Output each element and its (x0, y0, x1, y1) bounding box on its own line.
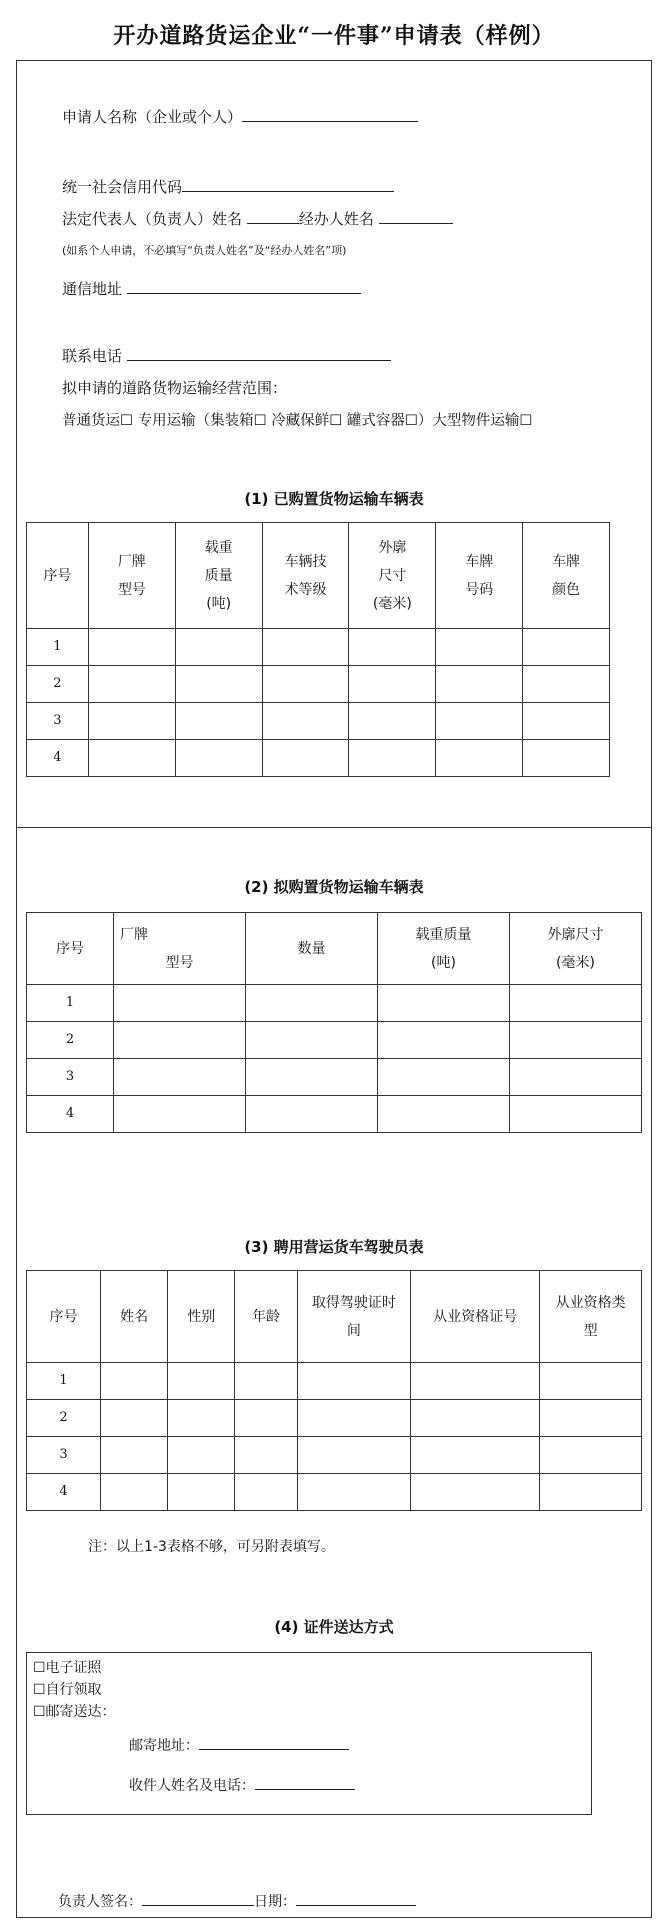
delivery-method-box (26, 1652, 592, 1815)
table-cell[interactable] (436, 629, 523, 666)
table-cell[interactable] (88, 740, 175, 777)
header-name: 姓名 (101, 1271, 168, 1363)
table-cell[interactable] (175, 703, 262, 740)
header-cert-type: 从业资格类 型 (540, 1271, 642, 1363)
table-cell[interactable] (114, 1059, 246, 1096)
header-tech-grade: 车辆技 术等级 (262, 523, 349, 629)
header-model: 厂牌 型号 (88, 523, 175, 629)
row-number: 2 (27, 666, 89, 703)
table-cell[interactable] (235, 1400, 297, 1437)
table-cell[interactable] (235, 1437, 297, 1474)
signature-line[interactable] (142, 1891, 254, 1906)
applicant-name-line[interactable] (242, 107, 418, 122)
section3-title: (3) 聘用营运货车驾驶员表 (244, 1238, 424, 1256)
table-note: 注：以上1-3表格不够，可另附表填写。 (88, 1539, 335, 1555)
table-row (27, 703, 610, 740)
table-row (27, 1474, 642, 1511)
header-dimensions: 外廓尺寸 (毫米) (510, 913, 642, 985)
table-cell[interactable] (436, 666, 523, 703)
phone-field[interactable] (62, 345, 391, 366)
table-cell[interactable] (523, 703, 610, 740)
table-cell[interactable] (168, 1400, 235, 1437)
form-title: 开办道路货运企业“一件事”申请表（样例） (113, 23, 555, 49)
row-number: 4 (27, 1474, 101, 1511)
table-cell[interactable] (297, 1437, 410, 1474)
table-cell[interactable] (523, 629, 610, 666)
mail-address-line[interactable] (199, 1735, 349, 1750)
row-number: 4 (27, 1096, 114, 1133)
table-cell[interactable] (349, 703, 436, 740)
header-license-date: 取得驾驶证时 间 (297, 1271, 410, 1363)
handler-label: 经办人姓名 (298, 210, 374, 228)
header-plate-color: 车牌 颜色 (523, 523, 610, 629)
table-row (27, 1059, 642, 1096)
table-cell[interactable] (88, 666, 175, 703)
table-row (27, 1437, 642, 1474)
table-cell[interactable] (262, 740, 349, 777)
table-row (27, 629, 610, 666)
section4-title: (4) 证件送达方式 (274, 1618, 394, 1636)
drivers-table (26, 1270, 642, 1511)
table-cell[interactable] (175, 666, 262, 703)
table-row (27, 985, 642, 1022)
phone-label: 联系电话 (62, 347, 123, 365)
address-line[interactable] (127, 279, 361, 294)
option-self-pickup[interactable]: ☐自行领取 (33, 1682, 102, 1698)
address-label: 通信地址 (62, 280, 123, 298)
table-cell[interactable] (411, 1363, 540, 1400)
table-cell[interactable] (168, 1363, 235, 1400)
header-plate-number: 车牌 号码 (436, 523, 523, 629)
header-quantity: 数量 (246, 913, 378, 985)
table-cell[interactable] (378, 1059, 510, 1096)
section1-title: (1) 已购置货物运输车辆表 (244, 490, 424, 508)
row-number: 3 (27, 703, 89, 740)
legal-rep-label: 法定代表人（负责人）姓名 (62, 210, 243, 228)
row-number: 2 (27, 1400, 101, 1437)
table-cell[interactable] (235, 1363, 297, 1400)
table-cell[interactable] (88, 629, 175, 666)
table-cell[interactable] (436, 703, 523, 740)
legal-rep-field[interactable] (62, 208, 453, 229)
table-cell[interactable] (246, 1022, 378, 1059)
table-cell[interactable] (246, 985, 378, 1022)
table-cell[interactable] (175, 629, 262, 666)
table-cell[interactable] (88, 703, 175, 740)
row-number: 2 (27, 1022, 114, 1059)
table-cell[interactable] (168, 1474, 235, 1511)
table-cell[interactable] (411, 1474, 540, 1511)
signature-label: 负责人签名： (58, 1894, 142, 1910)
header-age: 年龄 (235, 1271, 297, 1363)
table-cell[interactable] (246, 1096, 378, 1133)
legal-rep-line[interactable] (247, 209, 299, 224)
table-cell[interactable] (510, 1022, 642, 1059)
option-electronic-license[interactable]: ☐电子证照 (33, 1660, 102, 1676)
header-seq: 序号 (27, 1271, 101, 1363)
table-cell[interactable] (262, 629, 349, 666)
table-cell[interactable] (349, 629, 436, 666)
scope-label: 拟申请的道路货物运输经营范围： (62, 379, 288, 397)
table-cell[interactable] (510, 1059, 642, 1096)
table-cell[interactable] (523, 740, 610, 777)
mail-address-label: 邮寄地址： (129, 1738, 199, 1754)
date-line[interactable] (296, 1891, 416, 1906)
table-cell[interactable] (540, 1437, 642, 1474)
table-cell[interactable] (378, 1096, 510, 1133)
table-cell[interactable] (540, 1363, 642, 1400)
table-row (27, 1022, 642, 1059)
recipient-field[interactable] (129, 1775, 355, 1795)
header-gender: 性别 (168, 1271, 235, 1363)
mail-address-field[interactable] (129, 1735, 349, 1755)
table-header-row (27, 913, 642, 985)
table-cell[interactable] (262, 703, 349, 740)
table-cell[interactable] (175, 740, 262, 777)
table-cell[interactable] (297, 1400, 410, 1437)
address-field[interactable] (62, 278, 361, 299)
table-header-row (27, 1271, 642, 1363)
scope-options[interactable]: 普通货运☐ 专用运输（集装箱☐ 冷藏保鲜☐ 罐式容器☐）大型物件运输☐ (62, 413, 533, 429)
table-cell[interactable] (101, 1363, 168, 1400)
table-row (27, 666, 610, 703)
date-label: 日期： (254, 1894, 296, 1910)
credit-code-label: 统一社会信用代码 (62, 178, 183, 196)
table-cell[interactable] (349, 666, 436, 703)
table-cell[interactable] (297, 1474, 410, 1511)
personal-note: (如系个人申请，不必填写“负责人姓名”及“经办人姓名”项) (62, 244, 347, 257)
section2-title: (2) 拟购置货物运输车辆表 (244, 878, 424, 896)
row-number: 3 (27, 1437, 101, 1474)
table-cell[interactable] (436, 740, 523, 777)
header-cert-number: 从业资格证号 (411, 1271, 540, 1363)
handler-line[interactable] (379, 209, 453, 224)
option-mail-delivery[interactable]: ☐邮寄送达： (33, 1704, 116, 1720)
header-load: 载重质量 (吨) (378, 913, 510, 985)
row-number: 1 (27, 1363, 101, 1400)
phone-line[interactable] (127, 346, 391, 361)
table-cell[interactable] (114, 1022, 246, 1059)
table-cell[interactable] (510, 985, 642, 1022)
recipient-label: 收件人姓名及电话： (129, 1778, 255, 1794)
row-number: 1 (27, 629, 89, 666)
header-seq: 序号 (27, 913, 114, 985)
table-header-row (27, 523, 610, 629)
header-seq: 序号 (27, 523, 89, 629)
credit-code-field[interactable] (62, 176, 394, 197)
table-cell[interactable] (101, 1474, 168, 1511)
table-cell[interactable] (114, 1096, 246, 1133)
header-dimensions: 外廓 尺寸 (毫米) (349, 523, 436, 629)
table-cell[interactable] (411, 1437, 540, 1474)
table-row (27, 740, 610, 777)
applicant-name-label: 申请人名称（企业或个人） (62, 108, 243, 126)
credit-code-line[interactable] (182, 177, 394, 192)
owned-vehicles-table (26, 522, 610, 777)
table-cell[interactable] (262, 666, 349, 703)
table-cell[interactable] (101, 1400, 168, 1437)
planned-vehicles-table (26, 912, 642, 1133)
header-model: 厂牌 型号 (114, 913, 246, 985)
table-cell[interactable] (297, 1363, 410, 1400)
table-cell[interactable] (349, 740, 436, 777)
applicant-name-field[interactable] (62, 106, 418, 127)
table-cell[interactable] (246, 1059, 378, 1096)
table-cell[interactable] (168, 1437, 235, 1474)
header-load: 载重 质量 (吨) (175, 523, 262, 629)
row-number: 1 (27, 985, 114, 1022)
row-number: 3 (27, 1059, 114, 1096)
signature-row (58, 1891, 416, 1911)
table-cell[interactable] (235, 1474, 297, 1511)
table-cell[interactable] (114, 985, 246, 1022)
table-cell[interactable] (540, 1400, 642, 1437)
row-number: 4 (27, 740, 89, 777)
table-row (27, 1363, 642, 1400)
table-cell[interactable] (378, 985, 510, 1022)
table-cell[interactable] (411, 1400, 540, 1437)
table-cell[interactable] (378, 1022, 510, 1059)
table-cell[interactable] (540, 1474, 642, 1511)
table-row (27, 1096, 642, 1133)
table-cell[interactable] (101, 1437, 168, 1474)
table-row (27, 1400, 642, 1437)
table-cell[interactable] (523, 666, 610, 703)
table-cell[interactable] (510, 1096, 642, 1133)
recipient-line[interactable] (255, 1775, 355, 1790)
